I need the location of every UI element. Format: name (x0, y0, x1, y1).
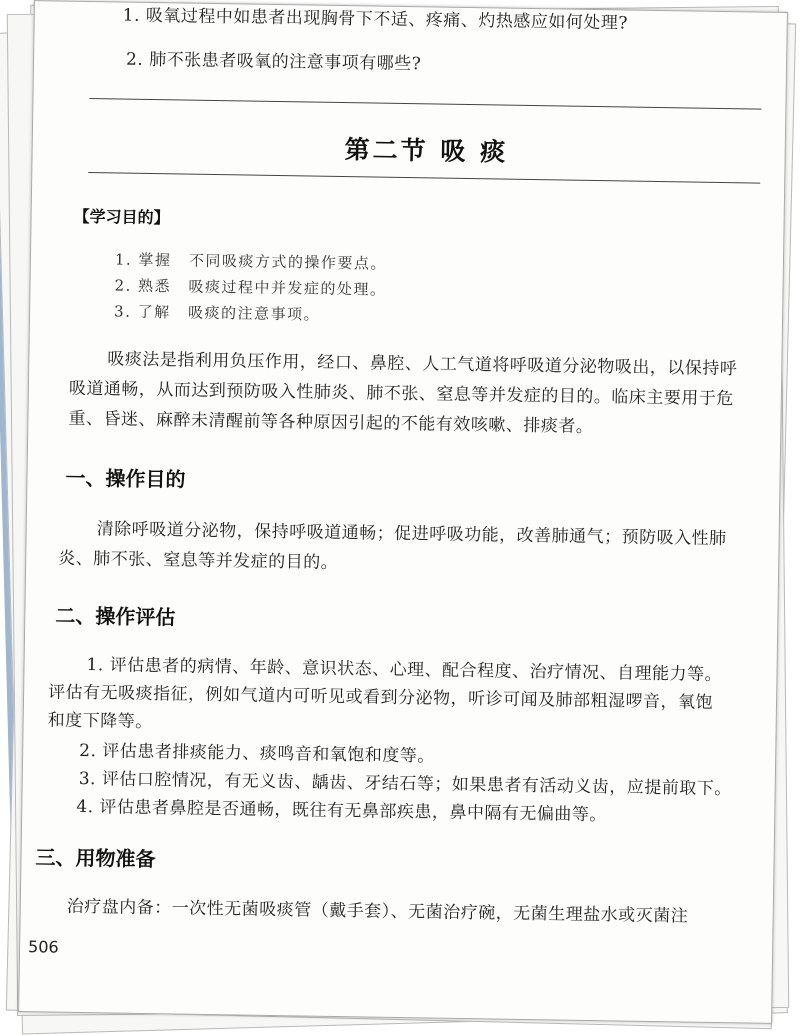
section-rule-top (89, 98, 761, 110)
page-number: 506 (27, 937, 59, 957)
objective-level-1: 1. 掌握 (114, 250, 172, 270)
heading-operation-purpose: 一、操作目的 (65, 465, 186, 492)
previous-question-2: 2. 肺不张患者吸氧的注意事项有哪些? (125, 49, 422, 75)
assessment-line-4: 2. 评估患者排痰能力、痰鸣音和氧饱和度等。 (79, 740, 435, 767)
section-title: 第二节 吸 痰 (344, 135, 509, 167)
purpose-line-1: 清除呼吸道分泌物，保持呼吸道通畅；促进呼吸功能，改善肺通气；预防吸入性肺 (96, 519, 727, 550)
assessment-line-3: 和度下降等。 (47, 710, 153, 733)
previous-question-1: 1. 吸氧过程中如患者出现胸骨下不适、疼痛、灼热感应如何处理? (122, 5, 629, 34)
assessment-line-6: 4. 评估患者鼻腔是否通畅，既往有无鼻部疾患，鼻中隔有无偏曲等。 (76, 796, 608, 826)
assessment-line-2: 评估有无吸痰指征，例如气道内可听见或看到分泌物，听诊可闻及肺部粗湿啰音，氧饱 (47, 682, 714, 713)
objective-level-2: 2. 熟悉 (114, 276, 172, 296)
assessment-line-5: 3. 评估口腔情况，有无义齿、龋齿、牙结石等；如果患者有活动义齿，应提前取下。 (78, 768, 732, 800)
heading-supplies-preparation: 三、用物准备 (35, 845, 156, 872)
objectives-heading: 【学习目的】 (73, 206, 170, 228)
intro-line-1: 吸痰法是指利用负压作用，经口、鼻腔、人工气道将呼吸道分泌物吸出，以保持呼 (107, 349, 738, 380)
assessment-line-1: 1. 评估患者的病情、年龄、意识状态、心理、配合程度、治疗情况、自理能力等。 (86, 655, 723, 686)
intro-line-2: 吸道通畅，从而达到预防吸入性肺炎、肺不张、窒息等并发症的目的。临床主要用于危 (68, 378, 734, 410)
objective-text-3: 吸痰的注意事项。 (187, 303, 321, 324)
objective-text-1: 不同吸痰方式的操作要点。 (188, 251, 388, 273)
intro-line-3: 重、昏迷、麻醉未清醒前等各种原因引起的不能有效咳嗽、排痰者。 (68, 408, 594, 437)
section-rule-bottom (88, 172, 760, 184)
document-page (18, 0, 788, 1024)
purpose-line-2: 炎、肺不张、窒息等并发症的目的。 (58, 548, 339, 573)
heading-operation-assessment: 二、操作评估 (55, 603, 176, 630)
supplies-line-1: 治疗盘内备：一次性无菌吸痰管（戴手套）、无菌治疗碗，无菌生理盐水或灭菌注 (66, 896, 689, 927)
objective-level-3: 3. 了解 (113, 302, 171, 322)
objective-text-2: 吸痰过程中并发症的处理。 (188, 277, 387, 299)
